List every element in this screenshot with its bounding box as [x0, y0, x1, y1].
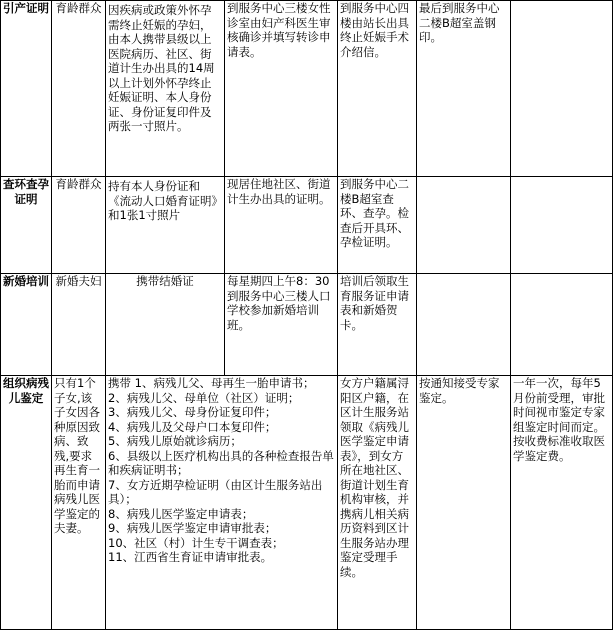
- required-materials: 因疾病或政策外怀孕需终止妊娠的孕妇，由本人携带县级以上医院病历、社区、街道计生办出具的14周以上计划外怀孕终止妊娠证明、本人身份证、身份证复印件及两张一寸照片。: [106, 1, 225, 177]
- required-materials-list: [106, 376, 338, 630]
- procedure-step: 每星期四上午8：30到服务中心三楼人口学校参加新婚培训班。: [225, 274, 338, 376]
- procedure-step: 培训后领取生育服务证申请表和新婚贺卡。: [338, 274, 417, 376]
- material-item: 3、病残儿父、母身份证复印件；: [108, 405, 277, 419]
- material-item: 9、病残儿医学鉴定申请审批表；: [108, 521, 277, 535]
- material-item: 携带 1、病残儿父、母再生一胎申请书；: [108, 376, 315, 390]
- table-row: [1, 274, 613, 376]
- procedure-step: 女方户籍属浔阳区户籍，在区计生服务站领取《病残儿医学鉴定申请表》，到女方所在地社区、街道计划生育机构审核，并携病儿相关病历资料到区计生服务站办理鉴定受理手续。: [338, 376, 417, 630]
- material-item: 4、病残儿及父母户口本复印件；: [108, 419, 277, 434]
- material-item: 5、病残儿原始就诊病历；: [108, 434, 242, 448]
- note-cell: [511, 177, 613, 274]
- material-item: 11、江西省生育证申请审批表。: [108, 550, 273, 564]
- procedure-step: 到服务中心四楼由站长出具终止妊娠手术介绍信。: [338, 1, 417, 177]
- material-item: 8、病残儿医学鉴定申请表；: [108, 506, 254, 521]
- item-name: 新婚培训: [1, 274, 52, 376]
- material-item: 10、社区（村）计生专干调查表；: [108, 535, 284, 550]
- procedure-step: 到服务中心三楼女性诊室由妇产科医生审核确诊并填写转诊申请表。: [225, 1, 338, 177]
- required-materials: 持有本人身份证和《流动人口婚育证明》和1张1寸照片: [106, 177, 225, 274]
- note-cell: 一年一次，每年5月份前受理，审批时间视市鉴定专家组鉴定时间而定。按收费标准收取医学鉴定费。: [511, 376, 613, 630]
- table-row: [1, 1, 613, 177]
- item-name: 查环查孕证明: [1, 177, 52, 274]
- table-row: [1, 177, 613, 274]
- required-materials: 携带结婚证: [106, 274, 225, 376]
- material-item: 2、病残儿父、母单位（社区）证明；: [108, 390, 300, 405]
- target-group: 新婚夫妇: [52, 274, 106, 376]
- target-group: 育龄群众: [52, 177, 106, 274]
- procedure-step: [417, 274, 511, 376]
- material-item: 7、女方近期孕检证明（由区计生服务站出具）；: [108, 477, 323, 506]
- note-cell: [511, 1, 613, 177]
- table-row: [1, 376, 613, 630]
- note-cell: [511, 274, 613, 376]
- material-item: 6、县级以上医疗机构出具的各种检查报告单和疾病证明书；: [108, 448, 334, 477]
- procedure-step: 最后到服务中心二楼B超室盖钢印。: [417, 1, 511, 177]
- procedure-step: 按通知接受专家鉴定。: [417, 376, 511, 630]
- target-group: 只有1个子女,该子女因各种原因致病、致残,要求再生育一胎而申请病残儿医学鉴定的夫妻。: [52, 376, 106, 630]
- item-name: 引产证明: [1, 1, 52, 177]
- procedure-step: 到服务中心二楼B超室查环、查孕。检查后开具环、孕检证明。: [338, 177, 417, 274]
- procedure-step: 现居住地社区、街道计生办出具的证明。: [225, 177, 338, 274]
- item-name: 组织病残儿鉴定: [1, 376, 52, 630]
- procedure-step: [417, 177, 511, 274]
- target-group: 育龄群众: [52, 1, 106, 177]
